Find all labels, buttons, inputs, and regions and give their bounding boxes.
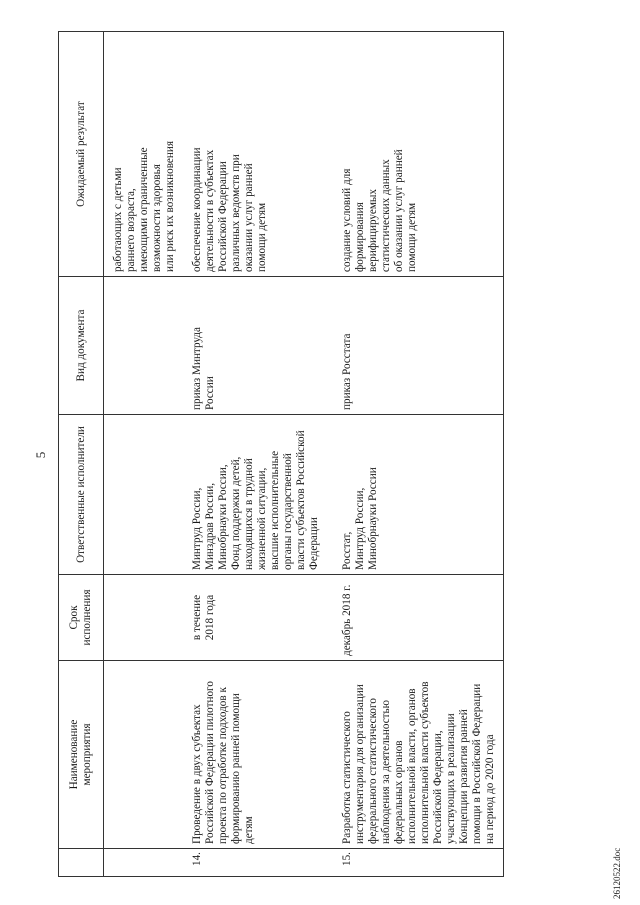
measures-table xyxy=(58,31,504,877)
row-deadline: декабрь 2018 г. xyxy=(333,575,504,661)
row-executors: Минтруд России, Минздрав России, Минобрнауки России, Фонд поддержки детей, находящихся в трудной жизненной ситуации, высшие исполнительные органы государственной власти субъектов Российской Федерации xyxy=(183,415,333,575)
row-deadline: в течение 2018 года xyxy=(183,575,333,661)
header-executors: Ответственные исполнители xyxy=(59,415,104,575)
header-name: Наименование мероприятия xyxy=(59,661,104,849)
row-doc-type xyxy=(104,277,184,415)
row-number xyxy=(104,849,184,877)
row-executors: Росстат, Минтруд России, Минобрнауки России xyxy=(333,415,504,575)
row-name: Разработка статистического инструментария для организации федерального статистического наблюдения за деятельностью федеральных органов исполнительной власти, органов исполнительной власти субъектов Российской Федерации, участвующих в реализации Концепции развития ранней помощи в Российской Федерации на период до 2020 года xyxy=(333,661,504,849)
row-number: 15. xyxy=(333,849,504,877)
header-result: Ожидаемый результат xyxy=(59,32,104,277)
table-row xyxy=(104,32,184,877)
table-header-row xyxy=(59,32,104,877)
row-executors xyxy=(104,415,184,575)
header-doc-type: Вид документа xyxy=(59,277,104,415)
row-name xyxy=(104,661,184,849)
row-number: 14. xyxy=(183,849,333,877)
header-number xyxy=(59,849,104,877)
row-doc-type: приказ Минтруда России xyxy=(183,277,333,415)
row-doc-type: приказ Росстата xyxy=(333,277,504,415)
page-number: 5 xyxy=(33,451,48,459)
row-result: создание условий для формирования верифицируемых статистических данных об оказании услуг ранней помощи детям xyxy=(333,32,504,277)
table-row xyxy=(183,32,333,877)
row-name: Проведение в двух субъектах Российской Федерации пилотного проекта по отработке подходов к формированию ранней помощи детям xyxy=(183,661,333,849)
row-result: обеспечение координации деятельности в субъектах Российской Федерации различных ведомств при оказании услуг ранней помощи детям xyxy=(183,32,333,277)
document-id: 26120522.doc xyxy=(612,847,622,899)
table-row xyxy=(333,32,504,877)
header-deadline: Срок исполнения xyxy=(59,575,104,661)
row-result: работающих с детьми раннего возраста, имеющими ограниченные возможности здоровья или риск их возникновения xyxy=(104,32,184,277)
row-deadline xyxy=(104,575,184,661)
